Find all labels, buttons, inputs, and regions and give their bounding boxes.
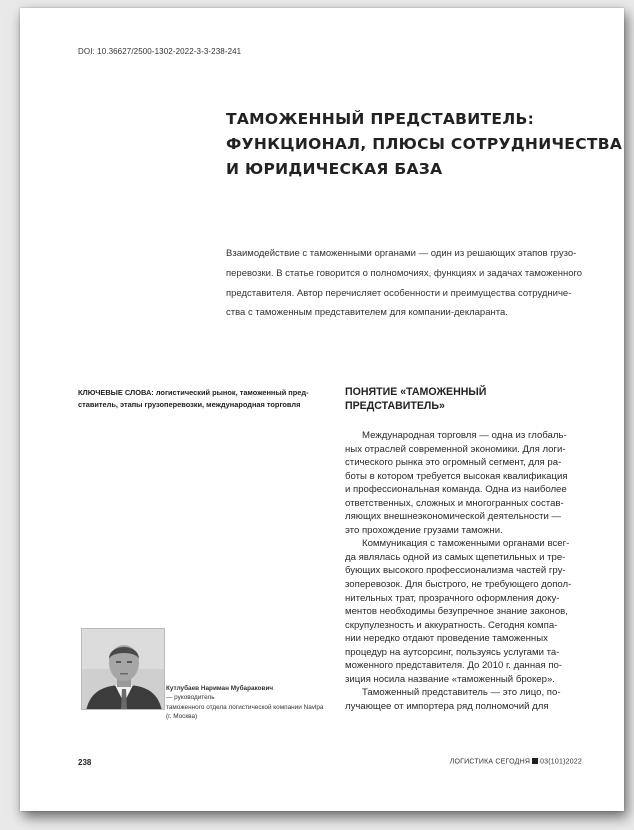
abstract-line: ства с таможенным представителем для компании-декларанта.	[226, 307, 508, 319]
abstract-line: перевозки. В статье говорится о полномочиях, функциях и задачах таможенного	[226, 267, 583, 279]
body-line: боты в котором требуется высокая квалификация	[345, 470, 568, 482]
author-info	[166, 684, 336, 721]
body-line: ответственных, сложных и многогранных состав-	[345, 497, 564, 509]
body-line: Коммуникация с таможенными органами всег-	[362, 538, 570, 550]
body-line: нительных трат, прозрачного оформления доку-	[345, 592, 560, 604]
body-line: и профессиональная команда. Одна из наиболее	[345, 484, 567, 496]
body-line: процедур на аутсорсинг, пользуясь услугами та-	[345, 646, 560, 658]
body-line: зоперевозок. Для быстрого, не требующего допол-	[345, 579, 572, 591]
section-heading-line: ПОНЯТИЕ «ТАМОЖЕННЫЙ	[345, 386, 487, 398]
keywords-text: логистический рынок, таможенный пред-	[155, 388, 309, 397]
abstract	[226, 244, 592, 323]
article-body	[345, 429, 607, 713]
square-bullet-icon	[532, 758, 538, 764]
body-line: ных отраслей современной экономики. Для логи-	[345, 443, 566, 455]
body-line: моженного представителя. До 2010 г. данная по-	[345, 660, 563, 672]
journal-issue: 03(101)2022	[540, 758, 582, 766]
author-photo	[81, 628, 165, 710]
author-line: (г. Москва)	[166, 712, 198, 720]
body-line: ментов необходимы безупречное знание законов,	[345, 606, 568, 618]
author-role: — руководитель	[166, 694, 215, 702]
body-line: стического рынка это огромный сегмент, для ра-	[345, 457, 562, 469]
article-title	[226, 107, 626, 182]
journal-footer	[450, 758, 582, 765]
body-line: Международная торговля — одна из глобаль-	[362, 430, 567, 441]
section-heading	[345, 385, 605, 413]
page-sheet	[20, 8, 624, 811]
keywords-label: КЛЮЧЕВЫЕ СЛОВА:	[78, 388, 154, 397]
body-line: да являлась одной из самых щепетильных и тре-	[345, 551, 566, 563]
body-line: скрупулезность и аккуратность. Сегодня компа-	[345, 619, 558, 631]
doi-label: DOI: 10.36627/2500-1302-2022-3-3-238-241	[78, 47, 242, 56]
abstract-line: представителя. Автор перечисляет особенности и преимущества сотрудниче-	[226, 287, 572, 299]
body-line: ляющих внешнеэкономической деятельности —	[345, 511, 562, 523]
title-line: ФУНКЦИОНАЛ, ПЛЮСЫ СОТРУДНИЧЕСТВА	[226, 135, 623, 153]
abstract-line: Взаимодействие с таможенными органами — один из решающих этапов грузо-	[226, 248, 577, 259]
body-line: нии нередко отдают проведение таможенных	[345, 633, 548, 645]
body-line: зиция носила название «таможенный брокер».	[345, 673, 555, 685]
author-line: таможенного отдела логистической компании Navlpa	[166, 703, 324, 711]
author-name: Кутлубаев Нариман Мубаракович	[166, 685, 274, 692]
title-line: ТАМОЖЕННЫЙ ПРЕДСТАВИТЕЛЬ:	[226, 110, 535, 128]
author-portrait-image	[82, 629, 165, 710]
author-line	[166, 684, 336, 703]
body-line: это прохождение грузами таможни.	[345, 524, 503, 536]
keywords-line: ставитель, этапы грузоперевозки, международная торговля	[78, 400, 301, 409]
keywords	[78, 387, 336, 411]
body-line: лучающее от импортера ряд полномочий для	[345, 700, 549, 712]
section-heading-line: ПРЕДСТАВИТЕЛЬ»	[345, 400, 445, 412]
body-line: Таможенный представитель — это лицо, по-	[362, 687, 561, 699]
title-line: И ЮРИДИЧЕСКАЯ БАЗА	[226, 160, 443, 178]
journal-name: ЛОГИСТИКА СЕГОДНЯ	[449, 758, 531, 766]
body-line: бующих высокого профессионализма частей гру-	[345, 565, 566, 577]
page-number: 238	[78, 758, 92, 767]
keywords-line	[78, 387, 336, 399]
